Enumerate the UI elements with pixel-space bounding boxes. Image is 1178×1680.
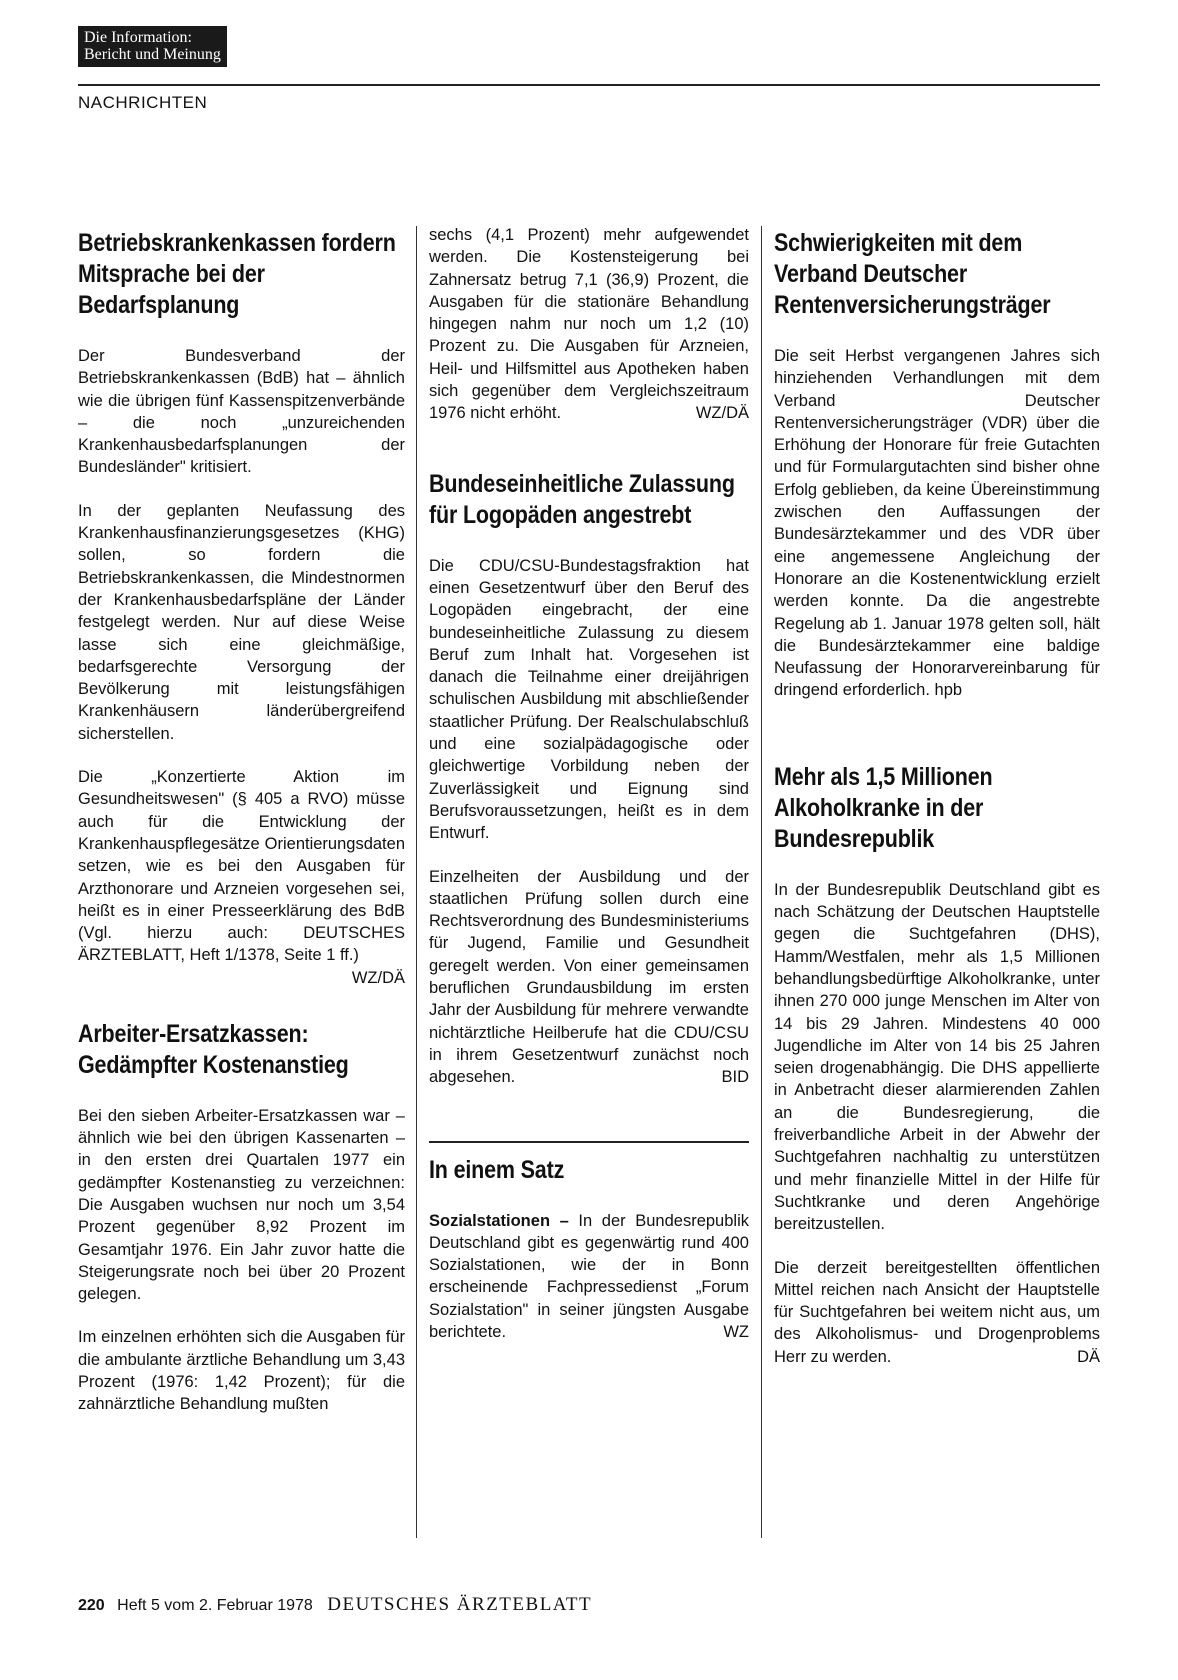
header-rule — [78, 84, 1100, 86]
in-einem-satz-title: In einem Satz — [429, 1155, 565, 1184]
article-text: Die derzeit bereitgestellten öffentlichen Mittel reichen nach Ansicht der Hauptstelle für Suchtgefahren bei weitem nicht aus, um des Alkoholismus- und Drogenproblems Herr zu werden. — [774, 1258, 1100, 1366]
article-paragraph: Im einzelnen erhöhten sich die Ausgaben für die ambulante ärztliche Behandlung um 3,43 Prozent (1976: 1,42 Prozent); für die zahnärztliche Behandlung mußten — [78, 1328, 405, 1414]
column-divider-1 — [416, 226, 417, 1538]
article-paragraph: Bei den sieben Arbeiter-Ersatzkassen war – ähnlich wie bei den übrigen Kassenarten – in den ersten drei Quartalen 1977 ein gedämpfter Kostenanstieg zu verzeichnen: Die Ausgaben wuchsen nur noch um 3,54 Prozent gegenüber 8,92 Prozent im Gesamtjahr 1976. Ein Jahr zuvor hatte die Steigerungsrate noch bei über 20 Prozent gelegen. — [78, 1106, 405, 1304]
section-label: NACHRICHTEN — [78, 93, 208, 112]
article-text: Einzelheiten der Ausbildung und der staatlichen Prüfung sollen durch eine Rechtsverordnung des Bundesministeriums für Jugend, Familie und Gesundheit geregelt werden. Von einer gemeinsamen beruflichen Grundausbildung im ersten Jahr der Ausbildung für mehrere verwandte nichtärztliche Heilberufe hat die CDU/CSU in ihrem Gesetzentwurf zunächst noch abgesehen. — [429, 867, 749, 1087]
author-signature: BID — [721, 1068, 749, 1087]
page-number: 220 — [78, 1597, 105, 1614]
column-3 — [774, 228, 1100, 1389]
article-text: Die seit Herbst vergangenen Jahres sich hinziehenden Verhandlungen mit dem Verband Deutscher Rentenversicherungsträger (VDR) über die Erhöhung der Honorare für freie Gutachten und für Formulargutachten sind bisher ohne Erfolg geblieben, da keine Übereinstimmung zwischen den Auffassungen der Bundesärztekammer und des VDR über eine angemessene Angleichung der Honorare an die Kostenentwicklung erzielt werden konnte. Da die angestrebte Regelung ab 1. Januar 1978 gelten soll, hält die Bundesärztekammer eine baldige Neufassung der Honorarvereinbarung für dringend erforderlich. — [774, 347, 1100, 700]
article-paragraph — [429, 224, 749, 425]
article-paragraph — [774, 345, 1100, 702]
article-title-betriebskrankenkassen: Betriebskrankenkassen fordern Mitsprache bei der Bedarfsplanung — [78, 229, 396, 319]
article-paragraph — [429, 866, 749, 1089]
article-paragraph: In der Bundesrepublik Deutschland gibt es nach Schätzung der Deutschen Hauptstelle gegen die Suchtgefahren (DHS), Hamm/Westfalen, mehr als 1,5 Millionen behandlungsbedürftige Alkoholkranke, unter ihnen 270 000 junge Menschen im Alter von 14 bis 29 Jahren. Mindestens 40 000 Jugendliche im Alter von 14 bis 25 Jahren seien drogenabhängig. Die DHS appellierte in Anbetracht dieser alarmierenden Zahlen an die Bundesregierung, die freiverbandliche Arbeit in der Abwehr der Suchtgefahren nachhaltig zu unterstützen und mehr finanzielle Mittel in der Hilfe für Suchtkranke und deren Angehörige bereitzustellen. — [774, 880, 1100, 1234]
author-signature: WZ/DÄ — [351, 968, 405, 987]
author-signature: WZ — [723, 1322, 749, 1341]
masthead-label — [78, 26, 227, 67]
article-paragraph — [774, 1257, 1100, 1368]
article-title-alkoholkranke: Mehr als 1,5 Millionen Alkoholkranke in der Bundesrepublik — [774, 762, 993, 853]
article-text: Die „Konzertierte Aktion im Gesundheitswesen" (§ 405 a RVO) müsse auch für die Entwicklung der Krankenhauspflegesätze Orientierungsdaten setzen, wie es bei den Ausgaben für Arzthonorare und Arzneien vorgesehen sei, heißt es in einer Presseerklärung des BdB (Vgl. hierzu auch: DEUTSCHES ÄRZTEBLATT, Heft 1/1378, Seite 1 ff.) — [78, 768, 405, 965]
article-paragraph — [429, 1210, 749, 1344]
in-einem-satz-rule — [429, 1141, 749, 1143]
masthead-line-2: Bericht und Meinung — [84, 46, 221, 63]
page-footer — [78, 1594, 592, 1616]
author-signature: WZ/DÄ — [695, 404, 749, 423]
issue-info: Heft 5 vom 2. Februar 1978 — [117, 1597, 313, 1614]
keyword-label: Sozialstationen – — [429, 1211, 569, 1230]
article-text: In der Bundesrepublik Deutschland gibt es gegenwärtig rund 400 Sozialstationen, wie der in Bonn erscheinende Fachpressedienst „Forum Sozialstation" in seiner jüngsten Ausgabe berichtete. — [429, 1211, 749, 1341]
masthead-line-1: Die Information: — [84, 29, 192, 46]
author-signature: DÄ — [1077, 1347, 1100, 1366]
column-divider-2 — [761, 226, 762, 1538]
journal-name: DEUTSCHES ÄRZTEBLATT — [327, 1594, 593, 1615]
article-paragraph: Der Bundesverband der Betriebskrankenkassen (BdB) hat – ähnlich wie die übrigen fünf Kassenspitzenverbände – die noch „unzureichenden Krankenhausbedarfsplanungen der Bundesländer" kritisiert. — [78, 347, 405, 477]
column-1 — [78, 228, 405, 1437]
article-title-logopaeden: Bundeseinheitliche Zulassung für Logopäden angestrebt — [429, 469, 735, 529]
article-paragraph: In der geplanten Neufassung des Krankenhausfinanzierungsgesetzes (KHG) sollen, so fordern die Betriebskrankenkassen, die Mindestnormen der Krankenhausbedarfspläne der Länder festgelegt werden. Nur auf diese Weise lasse sich eine gleichmäßige, bedarfsgerechte Versorgung der Bevölkerung mit leistungsfähigen Krankenhäusern länderübergreifend sicherstellen. — [78, 501, 405, 743]
article-paragraph: Die CDU/CSU-Bundestagsfraktion hat einen Gesetzentwurf über den Beruf des Logopäden eingebracht, der eine bundeseinheitliche Zulassung zu diesem Beruf zum Inhalt hat. Vorgesehen ist danach die Teilnahme einer dreijährigen schulischen Ausbildung mit abschließender staatlicher Prüfung. Der Realschulabschluß und eine sozialpädagogische oder gleichwertige Vorbildung neben der Zuverlässigkeit und Eignung sind Berufsvoraussetzungen, heißt es in dem Entwurf. — [429, 556, 749, 843]
article-paragraph — [78, 766, 405, 987]
article-title-arbeiter-ersatzkassen: Arbeiter-Ersatzkassen: Gedämpfter Kostenanstieg — [78, 1019, 349, 1079]
article-text: sechs (4,1 Prozent) mehr aufgewendet werden. Die Kostensteigerung bei Zahnersatz betrug 7,1 (36,9) Prozent, die Ausgaben für die stationäre Behandlung hingegen nahm nur noch um 1,2 (10) Prozent zu. Die Ausgaben für Arzneien, Heil- und Hilfsmittel aus Apotheken haben sich gegenüber dem Vergleichszeitraum 1976 nicht erhöht. — [429, 226, 749, 423]
article-title-rentenversicherung: Schwierigkeiten mit dem Verband Deutscher Rentenversicherungsträger — [774, 229, 1051, 319]
column-2 — [429, 224, 749, 1364]
author-signature: hpb — [934, 681, 963, 700]
